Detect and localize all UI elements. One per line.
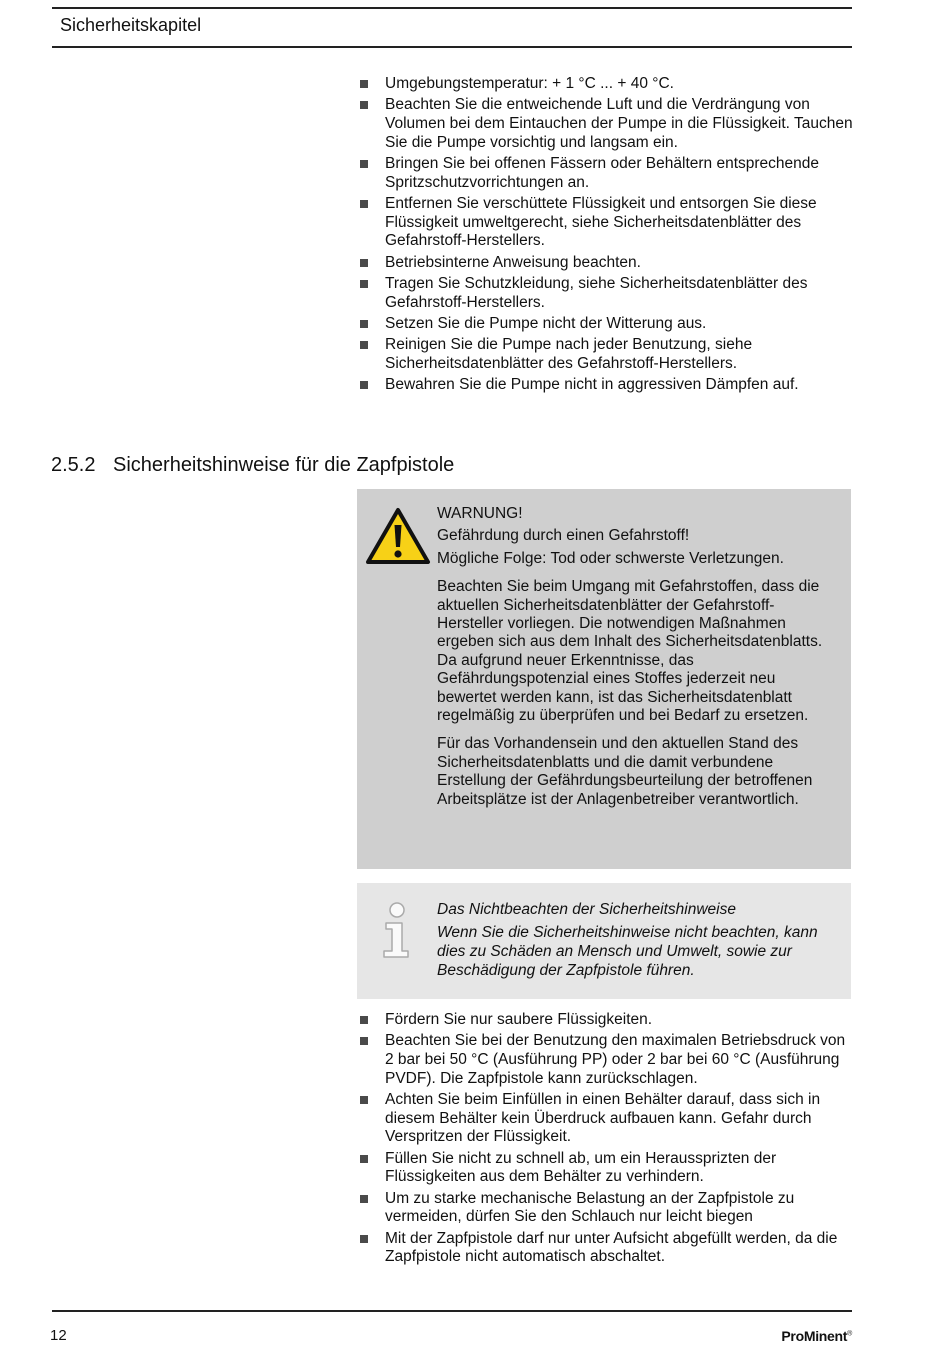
- warning-paragraph: Beachten Sie beim Umgang mit Gefahrstoffen, dass die aktuellen Sicherheitsdatenblätter der Gefahrstoff-Hersteller vorliegen. Die notwendigen Maßnahmen ergeben sich aus dem Inhalt des Sicherheitsdatenblatts. Da aufgrund neuer Erkenntnisse, das Gefährdungspotenzial eines Stoffes jederzeit neu bewertet werden kann, ist das Sicherheitsdatenblatt regelmäßig zu überprüfen und bei Bedarf zu ersetzen.: [437, 578, 823, 725]
- list-item: [358, 1091, 858, 1147]
- list-item-text: Bewahren Sie die Pumpe nicht in aggressiven Dämpfen auf.: [385, 376, 799, 394]
- square-bullet-icon: [360, 280, 368, 288]
- brand-logo-text: ProMinent: [781, 1328, 848, 1344]
- square-bullet-icon: [360, 1235, 368, 1243]
- warning-consequence: Mögliche Folge: Tod oder schwerste Verletzungen.: [437, 549, 784, 567]
- chapter-title: Sicherheitskapitel: [60, 15, 202, 35]
- list-item: [358, 195, 858, 251]
- list-item-text: Betriebsinterne Anweisung beachten.: [385, 253, 641, 271]
- safety-list-nozzle: [358, 1011, 858, 1270]
- square-bullet-icon: [360, 200, 368, 208]
- square-bullet-icon: [360, 80, 368, 88]
- list-item-text: Beachten Sie die entweichende Luft und die Verdrängung von Volumen bei dem Eintauchen der Pumpe in die Flüssigkeit. Tauchen Sie die Pumpe vorsichtig und langsam ein.: [385, 96, 853, 151]
- warning-label: WARNUNG!: [437, 505, 523, 522]
- info-box: [357, 883, 851, 999]
- square-bullet-icon: [360, 101, 368, 109]
- square-bullet-icon: [360, 1195, 368, 1203]
- list-item-text: Um zu starke mechanische Belastung an der Zapfpistole zu vermeiden, dürfen Sie den Schlauch nur leicht biegen: [385, 1189, 795, 1226]
- warning-text: [437, 505, 832, 809]
- square-bullet-icon: [360, 320, 368, 328]
- list-item-text: Setzen Sie die Pumpe nicht der Witterung aus.: [385, 314, 707, 332]
- list-item-text: Achten Sie beim Einfüllen in einen Behälter darauf, dass sich in diesem Behälter kein Überdruck aufbauen kann. Gefahr durch Verspritzen der Flüssigkeit.: [385, 1090, 821, 1146]
- list-item-text: Entfernen Sie verschüttete Flüssigkeit und entsorgen Sie diese Flüssigkeit umweltgerecht, siehe Sicherheitsdatenblätter des Gefahrstoff-Herstellers.: [385, 194, 817, 250]
- list-item: [358, 1190, 858, 1227]
- square-bullet-icon: [360, 1155, 368, 1163]
- list-item-text: Mit der Zapfpistole darf nur unter Aufsicht abgefüllt werden, da die Zapfpistole nicht automatisch abschaltet.: [385, 1229, 838, 1266]
- list-item-text: Reinigen Sie die Pumpe nach jeder Benutzung, siehe Sicherheitsdatenblätter des Gefahrstoff-Herstellers.: [385, 336, 753, 372]
- header-top-rule: [52, 7, 852, 9]
- list-item: [358, 1011, 858, 1030]
- square-bullet-icon: [360, 160, 368, 168]
- registered-mark: ®: [847, 1330, 852, 1338]
- list-item-text: Bringen Sie bei offenen Fässern oder Behältern entsprechende Spritzschutzvorrichtungen an.: [385, 154, 820, 191]
- square-bullet-icon: [360, 259, 368, 267]
- warning-triangle-icon: [365, 507, 431, 565]
- list-item: [358, 75, 858, 94]
- list-item: [358, 315, 858, 334]
- list-item: [358, 155, 858, 192]
- square-bullet-icon: [360, 1016, 368, 1024]
- info-text: [437, 900, 837, 980]
- safety-list-general: [358, 75, 858, 398]
- list-item-text: Fördern Sie nur saubere Flüssigkeiten.: [385, 1011, 653, 1028]
- info-heading: Das Nichtbeachten der Sicherheitshinweise: [437, 901, 736, 918]
- list-item-text: Umgebungstemperatur: + 1 °C ... + 40 °C.: [385, 75, 674, 92]
- header-bottom-rule: [52, 46, 852, 48]
- warning-box: [357, 489, 851, 869]
- square-bullet-icon: [360, 381, 368, 389]
- footer-rule: [52, 1310, 852, 1312]
- warning-paragraph: Für das Vorhandensein und den aktuellen Stand des Sicherheitsdatenblatts und die damit verbundene Erstellung der Gefährdungsbeurteilung der betroffenen Arbeitsplätze ist der Anlagenbetreiber verantwortlich.: [437, 735, 813, 808]
- list-item: [358, 96, 858, 152]
- list-item: [358, 1230, 858, 1267]
- list-item-text: Füllen Sie nicht zu schnell ab, um ein Heraussprizten der Flüssigkeiten aus dem Behälter zu verhindern.: [385, 1149, 777, 1186]
- list-item: [358, 1032, 858, 1088]
- section-number: 2.5.2: [51, 454, 96, 476]
- list-item-text: Tragen Sie Schutzkleidung, siehe Sicherheitsdatenblätter des Gefahrstoff-Herstellers.: [385, 274, 808, 311]
- list-item: [358, 376, 858, 395]
- square-bullet-icon: [360, 341, 368, 349]
- section-title: Sicherheitshinweise für die Zapfpistole: [113, 454, 455, 476]
- list-item-text: Beachten Sie bei der Benutzung den maximalen Betriebsdruck von 2 bar bei 50 °C (Ausführung PP) oder 2 bar bei 60 °C (Ausführung PVDF). Die Zapfpistole kann zurückschlagen.: [385, 1032, 846, 1087]
- warning-heading: Gefährdung durch einen Gefahrstoff!: [437, 527, 690, 545]
- section-heading: [51, 454, 454, 477]
- page-number: 12: [50, 1327, 67, 1344]
- list-item: [358, 275, 858, 312]
- brand-logo: [781, 1328, 852, 1344]
- info-icon: [381, 901, 413, 959]
- list-item: [358, 254, 858, 273]
- info-body: Wenn Sie die Sicherheitshinweise nicht beachten, kann dies zu Schäden an Mensch und Umwelt, sowie zur Beschädigung der Zapfpistole führen.: [437, 924, 818, 979]
- square-bullet-icon: [360, 1037, 368, 1045]
- square-bullet-icon: [360, 1096, 368, 1104]
- list-item: [358, 336, 858, 373]
- list-item: [358, 1150, 858, 1187]
